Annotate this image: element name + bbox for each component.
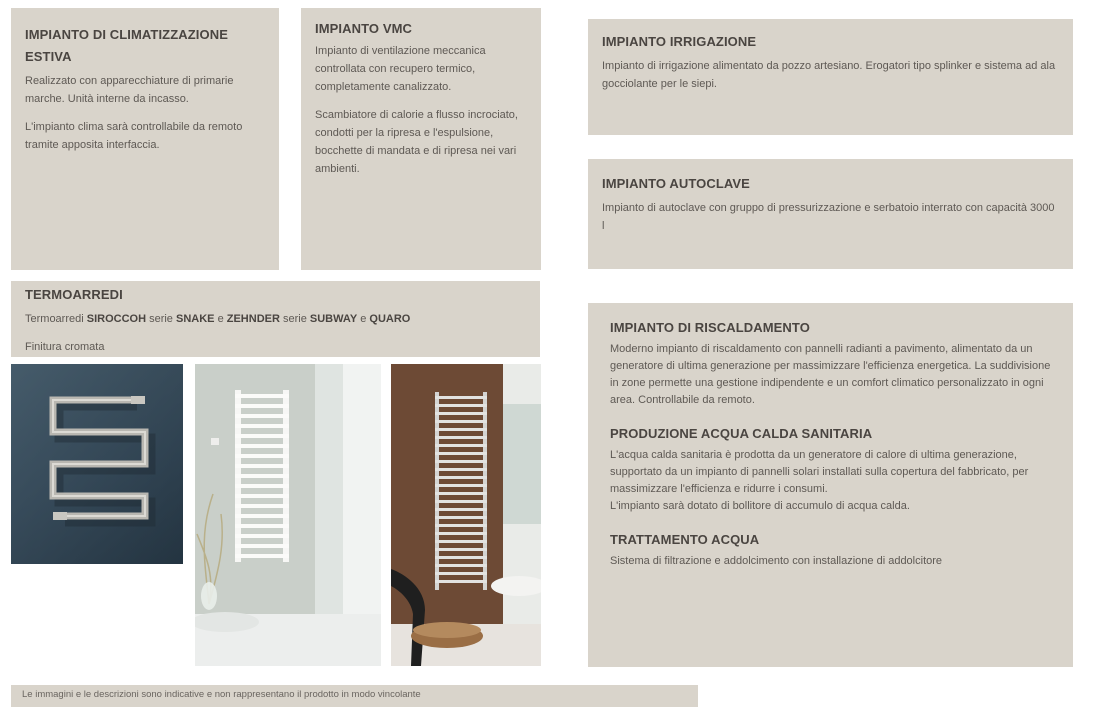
irrigazione-text: Impianto di irrigazione alimentato da pozzo artesiano. Erogatori tipo splinker e sistema ad ala gocciolante per le siepi. xyxy=(602,60,1056,90)
acqua-calda-section xyxy=(610,425,1061,515)
radiator-rung xyxy=(435,572,487,575)
riscaldamento-panel xyxy=(588,303,1073,667)
radiator-rung xyxy=(435,540,487,543)
radiator-rung xyxy=(235,474,289,478)
radiator-rung xyxy=(435,532,487,535)
radiator-rung xyxy=(235,524,289,528)
radiator-rung xyxy=(435,476,487,479)
radiator-rung xyxy=(435,508,487,511)
radiator-rung xyxy=(235,454,289,458)
radiator-rung xyxy=(435,556,487,559)
radiator-rung xyxy=(235,424,289,428)
vmc-panel xyxy=(301,8,541,270)
subway-radiator-image xyxy=(195,364,381,666)
radiator-rung xyxy=(435,412,487,415)
subway-radiator-photo xyxy=(195,364,381,666)
radiator-rung xyxy=(435,404,487,407)
climatizzazione-text-2: L'impianto clima sarà controllabile da remoto tramite apposita interfaccia. xyxy=(25,121,243,151)
vmc-text-1: Impianto di ventilazione meccanica controllata con recupero termico, completamente canalizzato. xyxy=(315,45,486,93)
radiator-rung xyxy=(235,414,289,418)
radiator-rung xyxy=(435,580,487,583)
quaro-radiator-photo xyxy=(391,364,541,666)
radiator-rung xyxy=(235,444,289,448)
termoarredi-title: TERMOARREDI xyxy=(25,287,123,302)
radiator-rung xyxy=(235,494,289,498)
radiator-rung xyxy=(435,500,487,503)
trattamento-section xyxy=(610,531,1061,570)
irrigazione-panel xyxy=(588,19,1073,135)
radiator-rung xyxy=(435,484,487,487)
radiator-rung xyxy=(435,460,487,463)
radiator-rung xyxy=(435,428,487,431)
snake-radiator-photo xyxy=(11,364,183,564)
vmc-title: IMPIANTO VMC xyxy=(315,21,413,36)
quaro-radiator-image xyxy=(391,364,541,666)
radiator-rung xyxy=(235,394,289,398)
radiator-rung xyxy=(435,452,487,455)
riscaldamento-text: Moderno impianto di riscaldamento con pannelli radianti a pavimento, alimentato da un generatore di ultima generazione per massimizzare l'efficienza energetica. La suddivisione in zone permette una gestione indipendente e un comfort climatico personalizzato in ogni area. Controllabile da remoto. xyxy=(610,343,1051,406)
climatizzazione-text-1: Realizzato con apparecchiature di primarie marche. Unità interne da incasso. xyxy=(25,75,234,105)
autoclave-text: Impianto di autoclave con gruppo di pressurizzazione e serbatoio interrato con capacità 3000 l xyxy=(602,202,1055,232)
trattamento-title: TRATTAMENTO ACQUA xyxy=(610,532,760,547)
autoclave-title: IMPIANTO AUTOCLAVE xyxy=(602,176,750,191)
radiator-rung xyxy=(435,444,487,447)
vmc-text-2: Scambiatore di calorie a flusso incrociato, condotti per la ripresa e l'espulsione, bocchette di mandata e di ripresa nei vari ambienti. xyxy=(315,109,518,175)
radiator-rung xyxy=(235,464,289,468)
radiator-rung xyxy=(235,514,289,518)
radiator-rung xyxy=(235,544,289,548)
radiator-rung xyxy=(435,492,487,495)
radiator-rung xyxy=(435,516,487,519)
climatizzazione-panel xyxy=(11,8,279,270)
acqua-calda-text-1: L'acqua calda sanitaria è prodotta da un generatore di calore di ultima generazione, supportato da un impianto di pannelli solari installati sulla copertura del fabbricato, per massimizzare l'efficienza e ridurre i consumi. xyxy=(610,449,1029,495)
radiator-rung xyxy=(435,548,487,551)
autoclave-panel xyxy=(588,159,1073,269)
termoarredi-brands: Termoarredi SIROCCOH serie SNAKE e ZEHNDER serie SUBWAY e QUARO xyxy=(25,313,411,325)
radiator-rung xyxy=(435,564,487,567)
riscaldamento-section xyxy=(610,319,1061,409)
radiator-rung xyxy=(435,524,487,527)
radiator-rung xyxy=(235,534,289,538)
riscaldamento-title: IMPIANTO DI RISCALDAMENTO xyxy=(610,320,810,335)
climatizzazione-title: IMPIANTO DI CLIMATIZZAZIONE ESTIVA xyxy=(25,27,228,64)
acqua-calda-text-2: L'impianto sarà dotato di bollitore di accumulo di acqua calda. xyxy=(610,500,910,512)
radiator-rung xyxy=(235,554,289,558)
radiator-rung xyxy=(435,468,487,471)
termoarredi-panel xyxy=(11,281,540,357)
radiator-rung xyxy=(435,396,487,399)
trattamento-text: Sistema di filtrazione e addolcimento con installazione di addolcitore xyxy=(610,555,943,567)
termoarredi-finish: Finitura cromata xyxy=(25,341,105,353)
acqua-calda-title: PRODUZIONE ACQUA CALDA SANITARIA xyxy=(610,426,873,441)
radiator-rung xyxy=(435,420,487,423)
radiator-rung xyxy=(235,434,289,438)
irrigazione-title: IMPIANTO IRRIGAZIONE xyxy=(602,34,757,49)
radiator-rung xyxy=(235,504,289,508)
snake-radiator-image xyxy=(11,364,183,564)
radiator-rung xyxy=(235,484,289,488)
radiator-rung xyxy=(435,436,487,439)
disclaimer-footer: Le immagini e le descrizioni sono indicative e non rappresentano il prodotto in modo vincolante xyxy=(11,685,698,707)
radiator-rung xyxy=(235,404,289,408)
